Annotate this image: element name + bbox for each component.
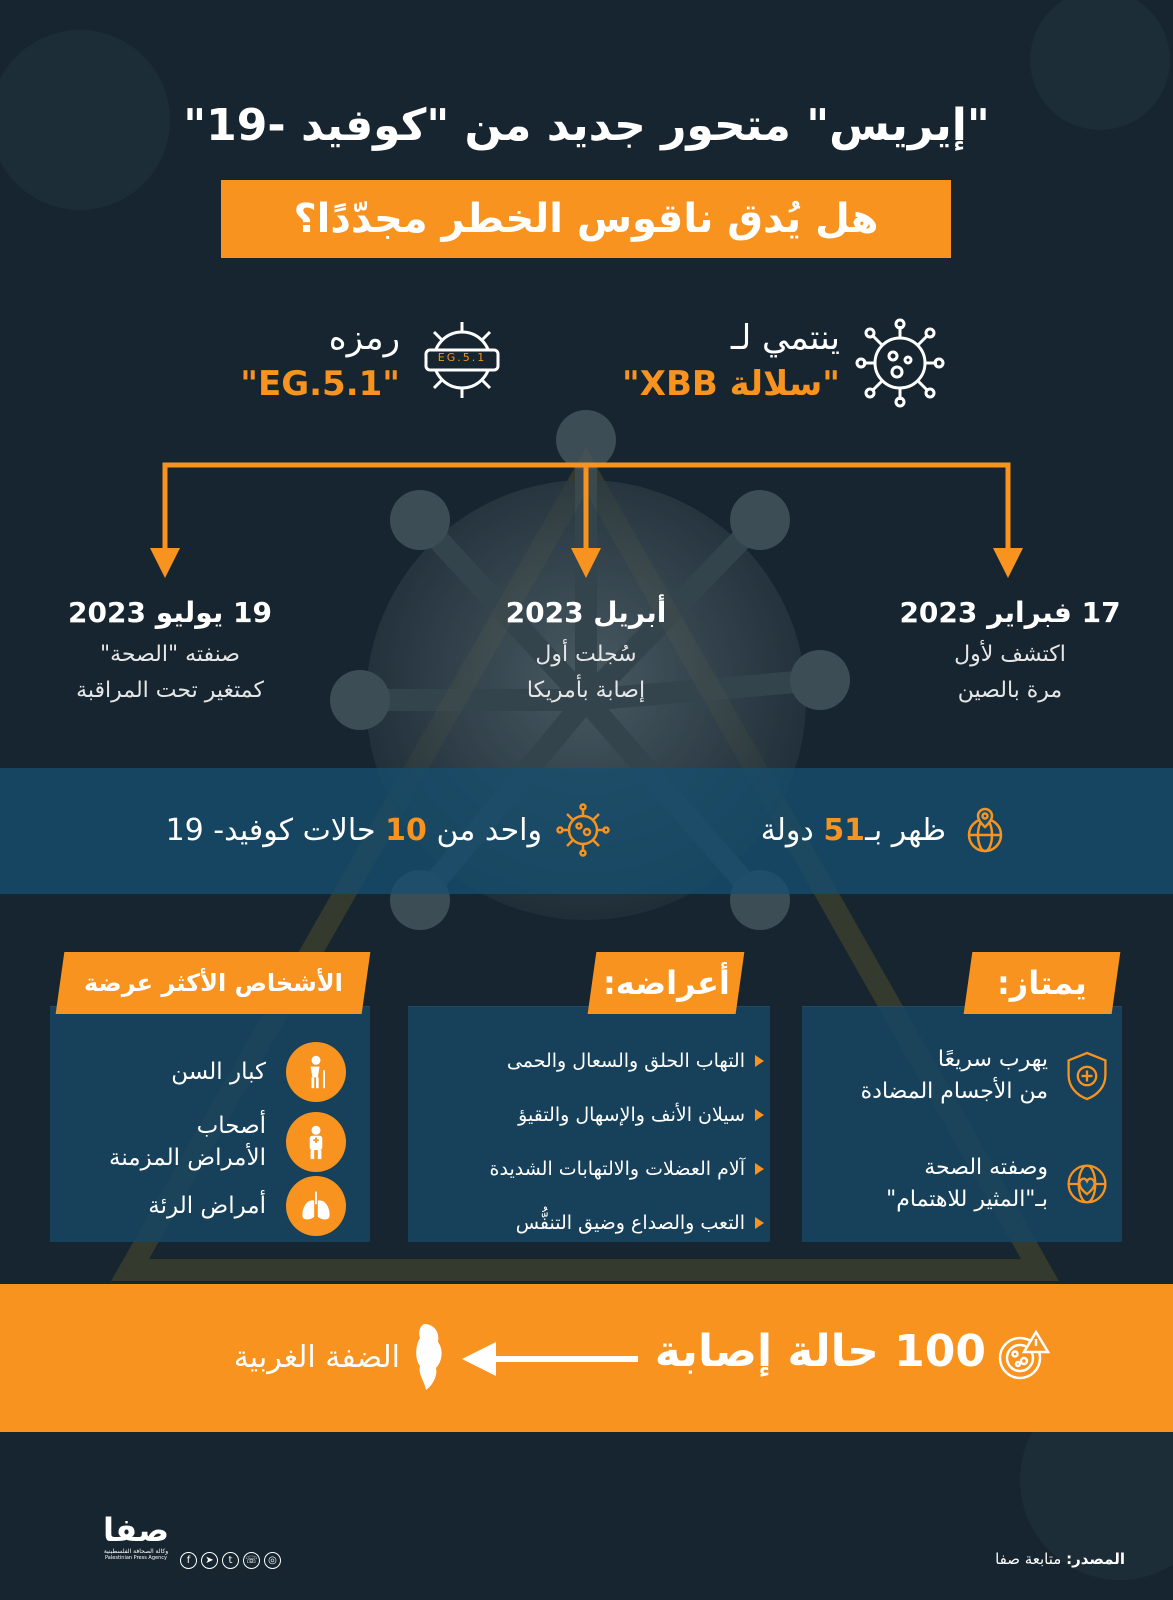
timeline-connectors <box>0 0 1173 600</box>
page-subtitle: هل يُدق ناقوس الخطر مجدّدًا؟ <box>221 180 951 258</box>
vulnerable-text-line1: كبار السن <box>171 1059 266 1085</box>
stat-countries <box>740 802 1010 858</box>
telegram-icon[interactable]: ➤ <box>201 1552 218 1569</box>
timeline-text-line2: إصابة بأمريكا <box>526 678 646 703</box>
symptom-item: التهاب الحلق والسعال والحمى <box>424 1034 764 1088</box>
lineage-virus-icon <box>855 318 945 408</box>
westbank-cases: 100 حالة إصابة <box>654 1326 986 1377</box>
stat-cases <box>110 802 610 858</box>
lungs-icon <box>286 1176 346 1236</box>
shield-plus-icon <box>1064 1050 1110 1102</box>
bullet-triangle-icon <box>755 1217 764 1229</box>
timeline-date: 19 يوليو 2023 <box>68 596 272 629</box>
feature-text-line1: يهرب سريعًا <box>937 1047 1048 1072</box>
timeline-text-line2: كمتغير تحت المراقبة <box>76 678 264 703</box>
timeline-item-jul <box>40 596 300 709</box>
footer-source <box>940 1550 1125 1568</box>
timeline-item-feb <box>880 596 1140 709</box>
stat-countries-suffix: دولة <box>760 812 824 848</box>
stat-countries-number: 51 <box>823 812 866 848</box>
timeline-text-line1: صنفته "الصحة" <box>99 642 240 667</box>
feature-text-line2: من الأجسام المضادة <box>860 1079 1048 1104</box>
stat-cases-suffix: حالات كوفيد- 19 <box>165 812 386 848</box>
code-virus-badge-icon <box>420 318 504 402</box>
lineage-label: ينتمي لـ <box>730 318 840 358</box>
timeline-text-line1: اكتشف لأول <box>954 642 1066 667</box>
patient-icon <box>286 1112 346 1172</box>
symptom-item: سيلان الأنف والإسهال والتقيؤ <box>424 1088 764 1142</box>
bullet-triangle-icon <box>755 1163 764 1175</box>
code-badge-text: EG.5.1 <box>437 351 487 364</box>
timeline-text-line2: مرة بالصين <box>957 678 1063 703</box>
agency-logo-mark: صفا <box>103 1511 169 1549</box>
lineage-info <box>600 318 840 404</box>
heart-globe-icon <box>1064 1161 1110 1207</box>
globe-pin-icon <box>960 805 1010 855</box>
twitter-icon[interactable]: t <box>222 1552 239 1569</box>
code-value: "EG.5.1" <box>240 364 400 404</box>
vulnerable-item-lungs <box>76 1176 346 1236</box>
timeline-text-line1: سُجلت أول <box>535 642 637 667</box>
footer-source-label: المصدر: <box>1066 1550 1125 1568</box>
footer-source-value: متابعة صفا <box>995 1550 1067 1568</box>
elderly-person-icon <box>286 1042 346 1102</box>
symptom-item: التعب والصداع وضيق التنفُّس <box>424 1196 764 1250</box>
westbank-map-icon <box>410 1322 450 1392</box>
vulnerable-text-line2: الأمراض المزمنة <box>108 1145 266 1171</box>
symptom-item: آلام العضلات والالتهابات الشديدة <box>424 1142 764 1196</box>
timeline-item-apr <box>460 596 712 709</box>
virus-icon <box>556 803 610 857</box>
bullet-triangle-icon <box>755 1055 764 1067</box>
code-label: رمزه <box>328 318 400 358</box>
feature-item-antibodies <box>826 1044 1110 1108</box>
timeline-date: أبريل 2023 <box>505 596 667 629</box>
vulnerable-item-elderly <box>76 1042 346 1102</box>
timeline-date: 17 فبراير 2023 <box>899 596 1121 629</box>
facebook-icon[interactable]: f <box>180 1552 197 1569</box>
vulnerable-item-chronic <box>76 1110 346 1174</box>
lineage-value: "سلالة XBB" <box>622 364 840 404</box>
feature-text-line2: بـ"المثير للاهتمام" <box>886 1187 1048 1212</box>
cases-virus-warning-icon <box>994 1328 1050 1384</box>
vulnerable-text-line1: أصحاب <box>196 1113 266 1139</box>
agency-name-en: Palestinian Press Agency <box>105 1555 167 1561</box>
feature-text-line1: وصفته الصحة <box>924 1155 1048 1180</box>
stat-countries-prefix: ظهر بـ <box>865 812 946 848</box>
agency-name-ar: وكالة الصحافة الفلسطينية <box>103 1548 169 1555</box>
agency-logo <box>96 1512 176 1572</box>
whatsapp-icon[interactable]: ☏ <box>243 1552 260 1569</box>
code-info <box>220 318 400 404</box>
social-links <box>180 1552 281 1569</box>
arrow-left-icon <box>462 1342 638 1376</box>
instagram-icon[interactable]: ◎ <box>264 1552 281 1569</box>
symptoms-tag: أعراضه: <box>588 952 745 1014</box>
features-tag: يمتاز: <box>964 952 1121 1014</box>
stat-cases-number: 10 <box>385 812 427 848</box>
page-title: "إيريس" متحور جديد من "كوفيد -19" <box>183 100 990 151</box>
vulnerable-tag: الأشخاص الأكثر عرضة <box>56 952 371 1014</box>
symptoms-list <box>424 1034 764 1250</box>
feature-item-interest <box>826 1152 1110 1216</box>
bullet-triangle-icon <box>755 1109 764 1121</box>
vulnerable-text-line1: أمراض الرئة <box>148 1193 266 1219</box>
westbank-region: الضفة الغربية <box>233 1340 400 1375</box>
stat-cases-prefix: واحد من <box>426 812 542 848</box>
